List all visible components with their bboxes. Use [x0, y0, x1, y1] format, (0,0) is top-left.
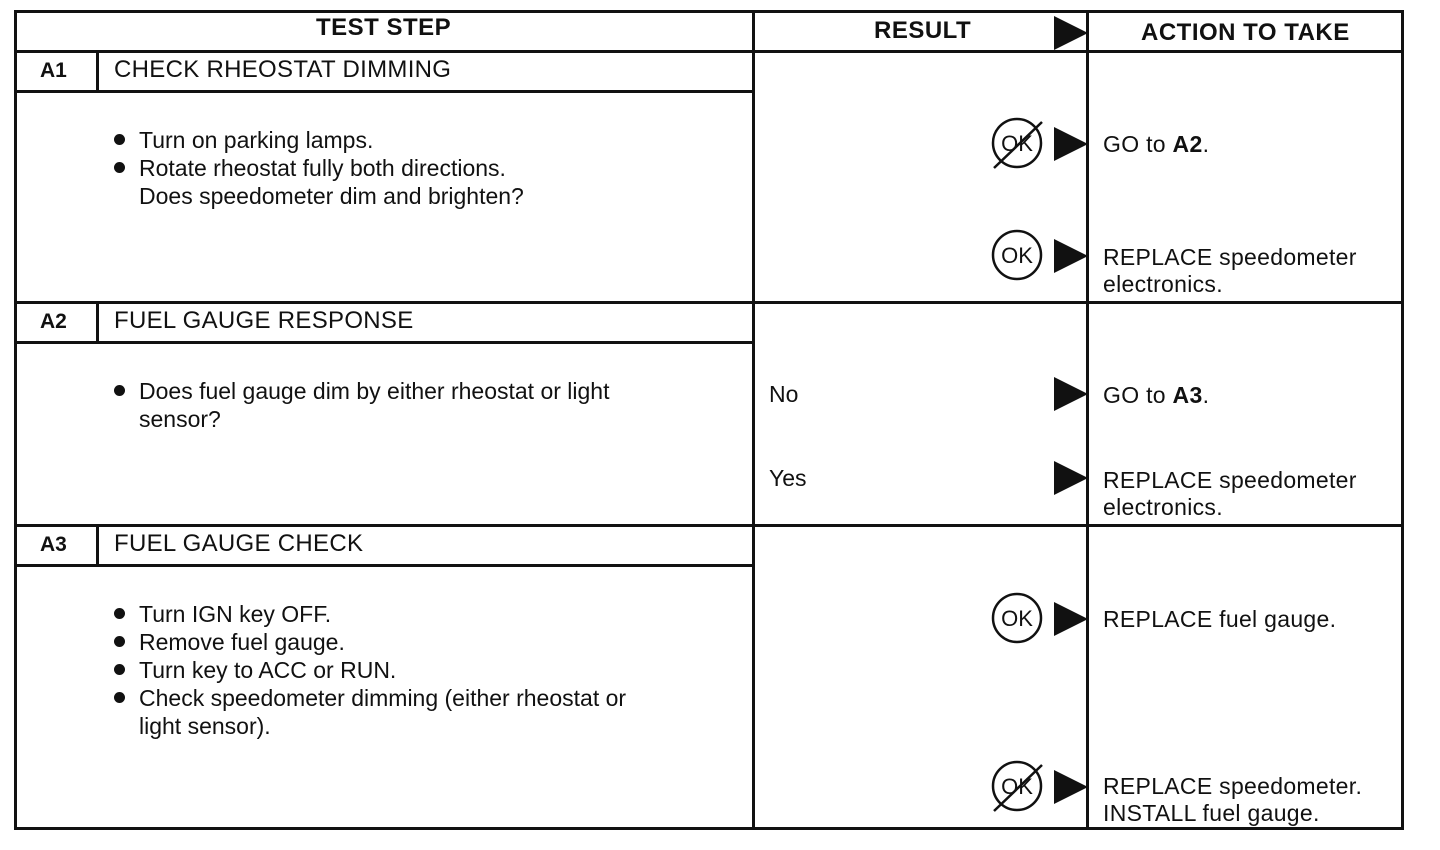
action-step-link: A3 [1172, 382, 1203, 408]
step-title: FUEL GAUGE CHECK [114, 530, 364, 557]
step-instructions [114, 126, 524, 210]
list-item: Turn IGN key OFF. [114, 600, 626, 628]
action-text: REPLACE speedometer electronics. [1103, 467, 1357, 520]
action-text [1103, 131, 1209, 158]
right-arrow-icon [1054, 127, 1088, 161]
right-arrow-icon [1054, 16, 1088, 50]
ok-circle-icon [990, 591, 1044, 645]
a2-code-divider [96, 301, 99, 344]
a3-title-divider [14, 564, 754, 567]
right-arrow-icon [1054, 377, 1088, 411]
a3-code-divider [96, 524, 99, 567]
header-test-step: TEST STEP [316, 14, 452, 41]
diagnostic-table [14, 10, 1404, 830]
list-item: Does fuel gauge dim by either rheostat or light sensor? [114, 377, 610, 433]
section-divider-a2-a3 [14, 524, 1404, 527]
ok-label: OK [1001, 606, 1033, 631]
step-code: A1 [40, 59, 67, 82]
header-action-to-take: ACTION TO TAKE [1141, 19, 1350, 46]
step-question: Does speedometer dim and brighten? [139, 183, 524, 209]
action-prefix: GO to [1103, 382, 1173, 408]
table-border-left [14, 10, 17, 830]
step-instructions [114, 377, 610, 433]
ok-crossed-icon [990, 759, 1044, 813]
header-result: RESULT [874, 17, 972, 44]
table-border-right [1401, 10, 1404, 830]
ok-crossed-label: OK [1001, 131, 1033, 156]
test-step-result-divider [752, 10, 755, 830]
table-border-top [14, 10, 1404, 13]
list-item: Remove fuel gauge. [114, 628, 626, 656]
action-suffix: . [1202, 131, 1210, 157]
ok-crossed-label: OK [1001, 774, 1033, 799]
step-code: A3 [40, 533, 67, 556]
action-text: REPLACE fuel gauge. [1103, 606, 1337, 632]
ok-circle-icon [990, 228, 1044, 282]
right-arrow-icon [1054, 602, 1088, 636]
list-item: Turn on parking lamps. [114, 126, 524, 154]
list-item: Check speedometer dimming (either rheostat or light sensor). [114, 684, 626, 740]
action-prefix: GO to [1103, 131, 1173, 157]
list-item: Rotate rheostat fully both directions. [114, 154, 524, 182]
step-code: A2 [40, 310, 67, 333]
action-text [1103, 382, 1209, 409]
action-step-link: A2 [1172, 131, 1203, 157]
table-border-bottom [14, 827, 1404, 830]
result-no: No [769, 381, 799, 407]
step-title: FUEL GAUGE RESPONSE [114, 307, 414, 334]
action-text: REPLACE speedometer electronics. [1103, 244, 1357, 297]
action-suffix: . [1202, 382, 1210, 408]
section-divider-a1-a2 [14, 301, 1404, 304]
header-divider [14, 50, 1404, 53]
a1-title-divider [14, 90, 754, 93]
action-text: REPLACE speedometer. INSTALL fuel gauge. [1103, 773, 1363, 826]
step-instructions [114, 600, 626, 740]
a1-code-divider [96, 50, 99, 93]
ok-crossed-icon [990, 116, 1044, 170]
a2-title-divider [14, 341, 754, 344]
right-arrow-icon [1054, 461, 1088, 495]
ok-label: OK [1001, 243, 1033, 268]
step-title: CHECK RHEOSTAT DIMMING [114, 56, 452, 83]
result-yes: Yes [769, 465, 807, 491]
list-item: Turn key to ACC or RUN. [114, 656, 626, 684]
right-arrow-icon [1054, 770, 1088, 804]
right-arrow-icon [1054, 239, 1088, 273]
